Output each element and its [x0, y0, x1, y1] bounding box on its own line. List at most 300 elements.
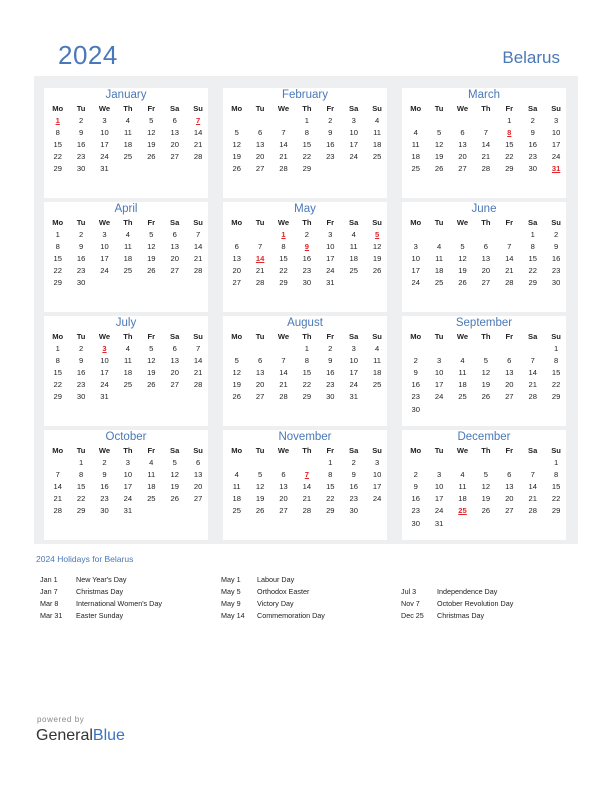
day-cell: 21: [302, 494, 312, 504]
month-june: [402, 202, 566, 312]
day-cell: 9: [78, 242, 84, 252]
day-cell: 20: [505, 494, 514, 504]
day-cell: 18: [372, 140, 382, 150]
day-cell: 13: [505, 482, 514, 492]
day-cell: 27: [193, 494, 203, 504]
day-cell: 30: [411, 404, 420, 414]
month-october: [44, 430, 208, 540]
day-cell: 21: [528, 494, 537, 504]
day-cell: 9: [328, 128, 333, 138]
holiday-date: Mar 8: [40, 599, 59, 608]
month-name: June: [471, 203, 497, 215]
day-cell: 19: [255, 494, 265, 504]
weekday-label: Su: [372, 446, 382, 455]
day-cell: 14: [302, 482, 312, 492]
day-cell: 30: [76, 164, 86, 174]
day-cell: 2: [78, 344, 84, 353]
day-cell: 28: [279, 392, 288, 402]
day-cell: 3: [102, 116, 107, 125]
day-cell: 12: [372, 242, 382, 252]
day-cell: 24: [100, 152, 109, 162]
weekday-label: Su: [551, 218, 561, 227]
day-cell: 28: [193, 380, 203, 390]
day-cell: 18: [123, 140, 133, 150]
weekday-label: Tu: [434, 446, 444, 455]
day-cell: 29: [551, 392, 561, 402]
day-cell: 21: [279, 152, 288, 162]
day-cell: 21: [193, 368, 203, 378]
day-cell: 17: [123, 482, 133, 492]
weekday-label: Su: [372, 332, 382, 341]
day-cell: 2: [328, 344, 333, 353]
day-cell: 12: [481, 482, 491, 492]
weekday-header: [402, 446, 566, 458]
day-cell: 22: [326, 494, 335, 504]
day-cell: 18: [458, 380, 467, 390]
day-cell: 5: [483, 356, 488, 366]
day-cell: 29: [302, 164, 312, 174]
day-cell: 7: [304, 470, 309, 480]
day-cell: 20: [255, 152, 265, 162]
day-cell: 13: [279, 482, 288, 492]
day-cell: 17: [100, 140, 109, 150]
day-cell: 2: [351, 458, 356, 467]
month-november: [223, 430, 387, 540]
weekday-label: Su: [193, 104, 203, 113]
day-cell: 9: [413, 368, 418, 378]
weekday-label: Mo: [52, 332, 64, 341]
day-cell: 14: [53, 482, 62, 492]
day-cell: 28: [53, 506, 62, 516]
day-cell: 15: [326, 482, 335, 492]
day-cell: 10: [100, 356, 109, 366]
day-cell: 3: [374, 458, 380, 467]
day-cell: 8: [78, 470, 84, 480]
day-cell: 7: [507, 242, 512, 252]
day-cell: 13: [232, 254, 241, 264]
day-cell: 4: [351, 230, 356, 239]
day-cell: 27: [458, 164, 467, 174]
day-cell: 24: [349, 152, 358, 162]
weekday-label: Su: [372, 218, 382, 227]
day-cell: 28: [505, 278, 514, 288]
day-cell: 6: [172, 230, 177, 239]
holidays-title: 2024 Holidays for Belarus: [36, 554, 134, 564]
day-cell: 31: [100, 392, 109, 402]
weekday-label: Tu: [76, 218, 86, 227]
holiday-date: Nov 7: [401, 599, 420, 608]
day-cell: 28: [302, 506, 312, 516]
generalblue-logo[interactable]: [36, 727, 125, 745]
day-cell: 22: [551, 494, 561, 504]
day-cell: 26: [232, 164, 241, 174]
day-cell: 1: [507, 116, 512, 125]
day-cell: 29: [326, 506, 335, 516]
weekday-label: Sa: [170, 446, 180, 455]
weekday-label: Mo: [410, 218, 422, 227]
day-cell: 4: [413, 128, 418, 138]
weekday-header: [402, 332, 566, 344]
weekday-label: Mo: [231, 332, 243, 341]
day-cell: 26: [372, 266, 382, 276]
day-cell: 12: [147, 242, 156, 252]
day-cell: 16: [326, 140, 335, 150]
day-cell: 30: [76, 278, 86, 288]
day-cell: 6: [172, 344, 177, 353]
brand-general: General: [36, 727, 93, 744]
day-cell: 1: [55, 344, 60, 353]
day-cell: 11: [123, 242, 132, 252]
day-cell: 11: [232, 482, 241, 492]
weekday-label: Th: [481, 104, 491, 113]
day-cell: 8: [304, 128, 309, 138]
day-cell: 29: [505, 164, 514, 174]
day-cell: 21: [505, 266, 514, 276]
day-cell: 15: [528, 254, 537, 264]
day-cell: 4: [125, 344, 130, 353]
holiday-name: Independence Day: [437, 587, 498, 596]
day-cell: 18: [232, 494, 241, 504]
day-cell: 26: [255, 506, 265, 516]
day-cell: 8: [328, 470, 333, 480]
day-cell: 26: [434, 164, 444, 174]
day-cell: 23: [411, 506, 420, 516]
day-cell: 14: [193, 128, 203, 138]
weekday-header: [44, 446, 208, 458]
day-cell: 25: [411, 164, 420, 174]
weekday-label: Fr: [326, 446, 335, 455]
day-cell: 4: [234, 470, 239, 480]
day-cell: 24: [326, 266, 335, 276]
day-cell: 1: [78, 458, 84, 467]
day-cell: 24: [411, 278, 420, 288]
weekday-label: Su: [193, 218, 203, 227]
weekday-label: Fr: [147, 446, 156, 455]
day-cell: 2: [102, 458, 107, 467]
weekday-label: Fr: [147, 218, 156, 227]
day-cell: 17: [100, 368, 109, 378]
day-cell: 4: [125, 116, 130, 125]
day-cell: 17: [411, 266, 420, 276]
day-cell: 27: [170, 380, 179, 390]
weekday-label: Tu: [434, 332, 444, 341]
weekday-header: [402, 104, 566, 116]
day-cell: 15: [53, 368, 62, 378]
day-cell: 2: [530, 116, 535, 125]
day-cell: 13: [505, 368, 514, 378]
day-cell: 5: [436, 128, 442, 138]
weekday-label: Fr: [505, 446, 514, 455]
day-cell: 27: [255, 164, 265, 174]
day-cell: 23: [528, 152, 537, 162]
weekday-label: Mo: [410, 446, 422, 455]
holiday-name: Christmas Day: [76, 587, 124, 596]
weekday-header: [223, 218, 387, 230]
powered-by-text: powered by: [37, 715, 85, 724]
month-august: [223, 316, 387, 426]
day-cell: 28: [193, 266, 203, 276]
day-cell: 9: [553, 242, 559, 252]
day-cell: 30: [100, 506, 109, 516]
weekday-label: We: [456, 104, 469, 113]
day-cell: 22: [302, 380, 312, 390]
day-cell: 22: [53, 380, 62, 390]
day-cell: 16: [326, 368, 335, 378]
day-cell: 8: [304, 356, 309, 366]
day-cell: 24: [123, 494, 133, 504]
day-cell: 10: [434, 368, 444, 378]
day-cell: 8: [530, 242, 535, 252]
day-cell: 23: [551, 266, 561, 276]
day-cell: 12: [255, 482, 265, 492]
weekday-label: Fr: [505, 218, 514, 227]
day-cell: 15: [551, 368, 561, 378]
day-cell: 8: [553, 356, 559, 366]
day-cell: 15: [505, 140, 514, 150]
weekday-label: Th: [302, 104, 312, 113]
weekday-label: Sa: [170, 104, 180, 113]
day-cell: 5: [149, 344, 154, 353]
day-cell: 28: [528, 506, 537, 516]
day-cell: 16: [76, 254, 86, 264]
day-cell: 23: [76, 266, 86, 276]
day-cell: 22: [53, 152, 62, 162]
day-cell: 4: [374, 116, 380, 125]
day-cell: 16: [411, 380, 420, 390]
weekday-label: Tu: [434, 218, 444, 227]
day-cell: 30: [302, 278, 312, 288]
day-cell: 18: [349, 254, 358, 264]
day-cell: 3: [125, 458, 130, 467]
weekday-label: Fr: [505, 104, 514, 113]
day-cell: 31: [123, 506, 133, 516]
day-cell: 1: [530, 230, 535, 239]
day-cell: 5: [257, 470, 263, 480]
holiday-date: May 9: [221, 599, 241, 608]
weekday-label: Tu: [76, 104, 86, 113]
day-cell: 30: [349, 506, 358, 516]
weekday-label: Fr: [326, 218, 335, 227]
day-cell: 8: [55, 356, 60, 366]
month-name: October: [105, 431, 147, 443]
weekday-label: Sa: [528, 218, 538, 227]
day-cell: 7: [195, 230, 201, 239]
day-cell: 22: [76, 494, 86, 504]
weekday-label: Fr: [326, 104, 335, 113]
day-cell: 31: [349, 392, 358, 402]
day-cell: 17: [434, 380, 444, 390]
country-title: Belarus: [502, 48, 560, 67]
day-cell: 5: [172, 458, 177, 467]
day-cell: 26: [481, 392, 491, 402]
day-cell: 16: [76, 140, 86, 150]
day-cell: 10: [100, 242, 109, 252]
day-cell: 16: [302, 254, 312, 264]
weekday-label: Th: [123, 104, 133, 113]
day-cell: 1: [304, 116, 309, 125]
day-cell: 14: [255, 254, 265, 264]
day-cell: 28: [279, 164, 288, 174]
day-cell: 15: [279, 254, 288, 264]
holiday-name: Labour Day: [257, 575, 295, 584]
day-cell: 28: [255, 278, 265, 288]
day-cell: 5: [483, 470, 488, 480]
day-cell: 23: [326, 152, 335, 162]
day-cell: 2: [413, 356, 418, 366]
day-cell: 14: [193, 356, 203, 366]
day-cell: 3: [102, 344, 107, 353]
day-cell: 21: [53, 494, 62, 504]
weekday-header: [44, 218, 208, 230]
holiday-date: Jan 1: [40, 575, 58, 584]
day-cell: 20: [193, 482, 203, 492]
holiday-date: Mar 31: [40, 611, 63, 620]
weekday-label: Su: [551, 104, 561, 113]
day-cell: 12: [434, 140, 444, 150]
day-cell: 14: [193, 242, 203, 252]
day-cell: 19: [372, 254, 382, 264]
day-cell: 9: [413, 482, 418, 492]
day-cell: 27: [170, 152, 179, 162]
day-cell: 15: [302, 368, 312, 378]
day-cell: 28: [481, 164, 491, 174]
day-cell: 11: [458, 482, 467, 492]
day-cell: 1: [55, 116, 60, 125]
weekday-label: Th: [481, 446, 491, 455]
day-cell: 11: [147, 470, 156, 480]
holiday-date: May 1: [221, 575, 241, 584]
day-cell: 9: [328, 356, 333, 366]
day-cell: 22: [551, 380, 561, 390]
day-cell: 17: [326, 254, 335, 264]
day-cell: 19: [170, 482, 179, 492]
day-cell: 3: [351, 344, 356, 353]
day-cell: 26: [481, 506, 491, 516]
day-cell: 22: [53, 266, 62, 276]
day-cell: 13: [170, 128, 179, 138]
day-cell: 31: [100, 164, 109, 174]
day-cell: 23: [76, 152, 86, 162]
day-cell: 6: [507, 470, 512, 480]
weekday-header: [44, 332, 208, 344]
weekday-label: Su: [551, 332, 561, 341]
day-cell: 4: [374, 344, 380, 353]
day-cell: 14: [505, 254, 514, 264]
day-cell: 7: [195, 116, 201, 125]
weekday-label: Th: [123, 218, 133, 227]
day-cell: 10: [123, 470, 133, 480]
day-cell: 19: [147, 254, 156, 264]
day-cell: 11: [349, 242, 358, 252]
day-cell: 26: [232, 392, 241, 402]
day-cell: 19: [481, 380, 491, 390]
holiday-name: Christmas Day: [437, 611, 485, 620]
month-name: February: [281, 89, 329, 101]
weekday-label: Mo: [231, 446, 243, 455]
day-cell: 5: [374, 230, 380, 239]
weekday-label: We: [277, 218, 290, 227]
day-cell: 20: [170, 140, 179, 150]
weekday-label: We: [98, 218, 111, 227]
day-cell: 10: [372, 470, 382, 480]
holiday-name: October Revolution Day: [437, 599, 514, 608]
weekday-label: Tu: [76, 332, 86, 341]
day-cell: 18: [123, 254, 133, 264]
day-cell: 21: [193, 140, 203, 150]
day-cell: 12: [147, 356, 156, 366]
weekday-header: [223, 446, 387, 458]
day-cell: 24: [349, 380, 358, 390]
day-cell: 17: [434, 494, 444, 504]
day-cell: 3: [436, 356, 442, 366]
weekday-label: We: [98, 332, 111, 341]
day-cell: 24: [372, 494, 382, 504]
day-cell: 31: [326, 278, 335, 288]
day-cell: 30: [551, 278, 561, 288]
day-cell: 7: [257, 242, 263, 252]
day-cell: 24: [551, 152, 561, 162]
day-cell: 21: [481, 152, 491, 162]
weekday-label: Fr: [147, 332, 156, 341]
day-cell: 7: [281, 356, 286, 366]
weekday-label: Sa: [528, 104, 538, 113]
day-cell: 25: [123, 152, 133, 162]
day-cell: 5: [234, 356, 239, 366]
day-cell: 20: [170, 368, 179, 378]
day-cell: 4: [460, 470, 465, 480]
brand-blue: Blue: [92, 727, 125, 744]
day-cell: 9: [530, 128, 535, 138]
day-cell: 18: [372, 368, 382, 378]
day-cell: 15: [76, 482, 86, 492]
month-may: [223, 202, 387, 312]
day-cell: 2: [413, 470, 418, 480]
weekday-label: Su: [193, 332, 203, 341]
day-cell: 2: [78, 230, 84, 239]
weekday-label: Sa: [528, 446, 538, 455]
day-cell: 21: [255, 266, 265, 276]
day-cell: 17: [372, 482, 382, 492]
day-cell: 11: [373, 356, 382, 366]
day-cell: 23: [302, 266, 312, 276]
day-cell: 27: [481, 278, 491, 288]
day-cell: 24: [100, 380, 109, 390]
weekday-label: We: [98, 446, 111, 455]
day-cell: 8: [281, 242, 286, 252]
day-cell: 14: [528, 482, 537, 492]
day-cell: 14: [279, 368, 288, 378]
day-cell: 31: [551, 164, 561, 174]
day-cell: 25: [458, 506, 467, 516]
day-cell: 7: [55, 470, 60, 480]
day-cell: 15: [53, 254, 62, 264]
day-cell: 29: [279, 278, 288, 288]
day-cell: 19: [232, 380, 241, 390]
day-cell: 1: [304, 344, 309, 353]
day-cell: 29: [53, 164, 62, 174]
day-cell: 22: [528, 266, 537, 276]
weekday-label: Sa: [349, 104, 359, 113]
day-cell: 9: [78, 128, 84, 138]
day-cell: 16: [551, 254, 561, 264]
day-cell: 23: [76, 380, 86, 390]
weekday-label: Th: [481, 218, 491, 227]
weekday-label: Th: [481, 332, 491, 341]
day-cell: 6: [281, 470, 286, 480]
weekday-label: We: [98, 104, 111, 113]
day-cell: 31: [434, 518, 444, 528]
day-cell: 3: [553, 116, 559, 125]
